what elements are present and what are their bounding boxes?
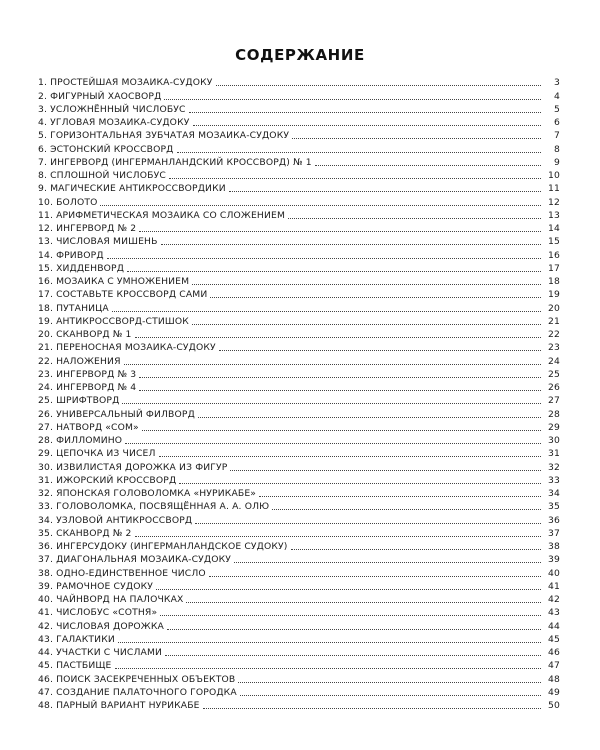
dot-leader: [179, 483, 541, 484]
toc-entry-text: [38, 554, 232, 566]
toc-entry-number: 11.: [38, 209, 54, 221]
toc-entry-page: 9: [554, 156, 560, 168]
dot-leader: [142, 430, 541, 431]
toc-entry-title: ФИЛЛОМИНО: [56, 435, 123, 446]
toc-entry-20[interactable]: [38, 328, 560, 341]
toc-entry-text: [38, 528, 133, 540]
toc-entry-number: 17.: [38, 289, 54, 301]
toc-entry-27[interactable]: [38, 421, 560, 434]
toc-entry-text: [38, 700, 201, 712]
toc-entry-text: [38, 329, 133, 341]
dot-leader: [203, 708, 541, 709]
toc-entry-title: АНТИКРОССВОРД-СТИШОК: [56, 315, 189, 327]
toc-entry-42[interactable]: [38, 619, 560, 632]
dot-leader: [107, 258, 541, 259]
toc-entry-title: ШРИФТВОРД: [56, 395, 120, 407]
toc-entry-46[interactable]: [38, 672, 560, 685]
toc-entry-number: 10.: [38, 196, 54, 208]
dot-leader: [135, 536, 542, 537]
toc-entry-page: 23: [548, 342, 560, 354]
toc-entry-number: 19.: [38, 315, 54, 327]
dot-leader: [192, 324, 541, 325]
toc-entry-text: [38, 183, 227, 195]
toc-entry-page: 24: [548, 355, 560, 367]
toc-entry-title: ЧИСЛОБУС «СОТНЯ»: [56, 607, 158, 619]
toc-entry-page: 27: [548, 395, 560, 407]
toc-entry-number: 39.: [38, 580, 54, 592]
toc-entry-number: 44.: [38, 647, 54, 658]
toc-entry-number: 16.: [38, 276, 54, 287]
dot-leader: [125, 443, 541, 444]
toc-entry-number: 28.: [38, 435, 54, 446]
toc-entry-number: 21.: [38, 342, 54, 354]
toc-entry-13[interactable]: [38, 235, 560, 248]
dot-leader: [159, 456, 541, 457]
dot-leader: [122, 403, 541, 404]
dot-leader: [292, 138, 541, 139]
dot-leader: [189, 112, 541, 113]
toc-entry-title: СОЗДАНИЕ ПАЛАТОЧНОГО ГОРОДКА: [56, 686, 237, 698]
toc-entry-page: 11: [548, 183, 560, 195]
toc-entry-text: [38, 356, 122, 368]
toc-entry-number: 2.: [38, 90, 48, 102]
toc-entry-number: 37.: [38, 554, 54, 566]
toc-entry-page: 20: [548, 302, 560, 314]
toc-entry-text: [38, 634, 116, 646]
toc-entry-text: [38, 130, 290, 142]
toc-entry-page: 8: [554, 143, 560, 155]
toc-entry-text: [38, 409, 196, 421]
toc-entry-text: [38, 488, 257, 500]
dot-leader: [135, 337, 542, 338]
toc-entry-14[interactable]: [38, 248, 560, 261]
toc-entry-page: 3: [554, 77, 560, 89]
toc-entry-title: СКАНВОРД № 2: [56, 527, 132, 539]
toc-entry-43[interactable]: [38, 633, 560, 646]
toc-entry-11[interactable]: [38, 209, 560, 222]
toc-entry-48[interactable]: [38, 699, 560, 712]
toc-entry-text: [38, 316, 190, 328]
toc-entry-29[interactable]: [38, 447, 560, 460]
toc-entry-page: 36: [548, 514, 560, 526]
toc-entry-text: [38, 170, 167, 182]
toc-entry-title: ПАРНЫЙ ВАРИАНТ НУРИКАБЕ: [56, 700, 200, 711]
toc-entry-page: 34: [548, 488, 560, 499]
toc-entry-title: ДИАГОНАЛЬНАЯ МОЗАИКА-СУДОКУ: [56, 554, 232, 566]
toc-entry-41[interactable]: [38, 606, 560, 619]
toc-entry-text: [38, 289, 208, 301]
dot-leader: [234, 562, 541, 563]
toc-entry-number: 33.: [38, 501, 54, 513]
toc-entry-number: 22.: [38, 355, 54, 367]
toc-entry-title: УСЛОЖНЁННЫЙ ЧИСЛОБУС: [50, 103, 186, 115]
toc-entry-page: 22: [548, 329, 560, 340]
toc-entry-title: УНИВЕРСАЛЬНЫЙ ФИЛВОРД: [56, 408, 195, 420]
toc-entry-text: [38, 462, 228, 474]
toc-entry-text: [38, 197, 98, 209]
toc-entry-12[interactable]: [38, 222, 560, 235]
dot-leader: [272, 509, 541, 510]
toc-entry-7[interactable]: [38, 156, 560, 169]
toc-entry-text: [38, 369, 137, 381]
toc-entry-text: [38, 250, 105, 262]
toc-entry-title: ЧИСЛОВАЯ ДОРОЖКА: [56, 620, 164, 632]
toc-entry-number: 43.: [38, 633, 54, 645]
toc-entry-number: 15.: [38, 262, 54, 274]
toc-entry-title: ФРИВОРД: [56, 249, 104, 261]
toc-entry-title: ПРОСТЕЙШАЯ МОЗАИКА-СУДОКУ: [50, 77, 213, 89]
dot-leader: [240, 695, 541, 696]
toc-entry-page: 17: [548, 262, 560, 274]
toc-entry-title: ГАЛАКТИКИ: [56, 633, 115, 645]
toc-entry-38[interactable]: [38, 566, 560, 579]
toc-entry-9[interactable]: [38, 182, 560, 195]
toc-entry-title: ИНГЕРВОРД (ИНГЕРМАНЛАНДСКИЙ КРОССВОРД) № 1: [50, 156, 312, 168]
toc-entry-number: 41.: [38, 607, 54, 619]
toc-entry-title: НАЛОЖЕНИЯ: [56, 355, 121, 367]
toc-entry-text: [38, 581, 154, 593]
dot-leader: [230, 470, 541, 471]
toc-entry-page: 18: [548, 276, 560, 287]
toc-entry-number: 23.: [38, 368, 54, 380]
toc-entry-number: 3.: [38, 103, 48, 115]
dot-leader: [219, 350, 541, 351]
toc-entry-text: [38, 210, 286, 222]
toc-entry-number: 18.: [38, 302, 54, 314]
toc-entry-number: 7.: [38, 156, 48, 168]
dot-leader: [193, 125, 542, 126]
toc-entry-page: 33: [548, 474, 560, 486]
toc-entry-number: 46.: [38, 673, 54, 685]
toc-entry-text: [38, 382, 137, 394]
toc-entry-title: ИНГЕРВОРД № 2: [56, 223, 137, 234]
toc-entry-text: [38, 660, 113, 672]
toc-entry-page: 19: [548, 289, 560, 301]
toc-entry-5[interactable]: [38, 129, 560, 142]
toc-entry-page: 12: [548, 196, 560, 208]
toc-entry-page: 47: [548, 660, 560, 672]
toc-entry-44[interactable]: [38, 646, 560, 659]
toc-entry-page: 30: [548, 435, 560, 446]
toc-entry-2[interactable]: [38, 89, 560, 102]
toc-entry-title: СОСТАВЬТЕ КРОССВОРД САМИ: [56, 289, 208, 301]
toc-entry-page: 50: [548, 700, 560, 711]
toc-entry-title: МОЗАИКА С УМНОЖЕНИЕМ: [56, 276, 190, 287]
toc-entry-21[interactable]: [38, 341, 560, 354]
toc-entry-title: ИНГЕРВОРД № 4: [56, 382, 137, 393]
toc-entry-text: [38, 223, 137, 235]
dot-leader: [315, 165, 541, 166]
toc-entry-page: 5: [554, 103, 560, 115]
toc-entry-page: 38: [548, 541, 560, 552]
toc-entry-number: 40.: [38, 594, 54, 605]
toc-entry-page: 26: [548, 382, 560, 393]
toc-entry-title: ПОИСК ЗАСЕКРЕЧЕННЫХ ОБЪЕКТОВ: [56, 673, 236, 685]
toc-entry-number: 20.: [38, 329, 54, 340]
toc-entry-page: 28: [548, 408, 560, 420]
dot-leader: [288, 218, 541, 219]
toc-entry-title: СПЛОШНОЙ ЧИСЛОБУС: [50, 170, 166, 181]
toc-entry-text: [38, 104, 187, 116]
dot-leader: [161, 244, 541, 245]
toc-entry-39[interactable]: [38, 580, 560, 593]
toc-entry-page: 39: [548, 554, 560, 566]
toc-entry-title: ИНГЕРВОРД № 3: [56, 368, 137, 380]
toc-entry-1[interactable]: [38, 76, 560, 89]
toc-entry-page: 40: [548, 567, 560, 579]
toc-entry-23[interactable]: [38, 368, 560, 381]
toc-entry-number: 34.: [38, 514, 54, 526]
toc-entry-title: ЭСТОНСКИЙ КРОССВОРД: [50, 143, 174, 155]
toc-entry-25[interactable]: [38, 394, 560, 407]
toc-entry-8[interactable]: [38, 169, 560, 182]
toc-entry-page: 42: [548, 594, 560, 605]
toc-entry-45[interactable]: [38, 659, 560, 672]
toc-entry-page: 21: [548, 315, 560, 327]
toc-entry-title: АРИФМЕТИЧЕСКАЯ МОЗАИКА СО СЛОЖЕНИЕМ: [56, 209, 286, 221]
toc-entry-text: [38, 541, 289, 553]
toc-entry-19[interactable]: [38, 315, 560, 328]
toc-entry-10[interactable]: [38, 195, 560, 208]
toc-entry-text: [38, 515, 193, 527]
dot-leader: [216, 85, 541, 86]
toc-entry-37[interactable]: [38, 553, 560, 566]
toc-entry-title: РАМОЧНОЕ СУДОКУ: [56, 580, 154, 592]
toc-entry-page: 44: [548, 620, 560, 632]
toc-entry-30[interactable]: [38, 460, 560, 473]
dot-leader: [124, 364, 541, 365]
toc-entry-title: УЗЛОВОЙ АНТИКРОССВОРД: [56, 514, 193, 526]
toc-entry-number: 4.: [38, 117, 48, 128]
toc-entry-text: [38, 501, 270, 513]
toc-entry-number: 26.: [38, 408, 54, 420]
toc-entry-text: [38, 607, 158, 619]
toc-entry-24[interactable]: [38, 381, 560, 394]
toc-entry-title: СКАНВОРД № 1: [56, 329, 132, 340]
toc-entry-text: [38, 435, 123, 447]
dot-leader: [177, 152, 542, 153]
toc-entry-title: ИНГЕРСУДОКУ (ИНГЕРМАНЛАНДСКОЕ СУДОКУ): [56, 541, 288, 552]
toc-entry-title: ФИГУРНЫЙ ХАОСВОРД: [50, 90, 162, 102]
toc-entry-4[interactable]: [38, 116, 560, 129]
toc-entry-28[interactable]: [38, 434, 560, 447]
toc-entry-number: 5.: [38, 130, 48, 142]
toc-entry-number: 6.: [38, 143, 48, 155]
toc-entry-3[interactable]: [38, 103, 560, 116]
toc-entry-page: 43: [548, 607, 560, 619]
toc-entry-title: ЯПОНСКАЯ ГОЛОВОЛОМКА «НУРИКАБЕ»: [56, 488, 257, 499]
toc-entry-6[interactable]: [38, 142, 560, 155]
toc-entry-number: 31.: [38, 474, 54, 486]
toc-entry-40[interactable]: [38, 593, 560, 606]
toc-entry-page: 14: [548, 223, 560, 234]
dot-leader: [127, 271, 541, 272]
dot-leader: [209, 576, 541, 577]
toc-entry-35[interactable]: [38, 527, 560, 540]
toc-entry-text: [38, 475, 177, 487]
toc-entry-text: [38, 687, 238, 699]
toc-entry-page: 13: [548, 209, 560, 221]
toc-entry-number: 36.: [38, 541, 54, 552]
toc-entry-text: [38, 568, 207, 580]
toc-entry-number: 27.: [38, 421, 54, 433]
toc-entry-title: ИЖОРСКИЙ КРОССВОРД: [56, 474, 177, 486]
toc-entry-page: 35: [548, 501, 560, 513]
dot-leader: [164, 99, 541, 100]
dot-leader: [118, 642, 541, 643]
toc-entry-16[interactable]: [38, 275, 560, 288]
toc-entry-text: [38, 117, 191, 129]
toc-entry-number: 42.: [38, 620, 54, 632]
toc-entry-title: ЧАЙНВОРД НА ПАЛОЧКАХ: [56, 594, 184, 605]
dot-leader: [115, 668, 541, 669]
toc-entry-page: 15: [548, 236, 560, 248]
toc-entry-34[interactable]: [38, 513, 560, 526]
toc-entry-text: [38, 422, 140, 434]
toc-entry-page: 16: [548, 249, 560, 261]
dot-leader: [139, 231, 541, 232]
dot-leader: [186, 602, 541, 603]
dot-leader: [259, 496, 541, 497]
dot-leader: [195, 523, 541, 524]
toc-entry-text: [38, 157, 313, 169]
toc-entry-number: 32.: [38, 488, 54, 499]
toc-entry-title: ХИДДЕНВОРД: [56, 262, 125, 274]
toc-entry-number: 47.: [38, 686, 54, 698]
toc-entry-number: 30.: [38, 461, 54, 473]
toc-entry-number: 48.: [38, 700, 54, 711]
toc-entry-number: 12.: [38, 223, 54, 234]
dot-leader: [210, 297, 541, 298]
toc-entry-text: [38, 144, 175, 156]
dot-leader: [156, 589, 541, 590]
toc-entry-26[interactable]: [38, 407, 560, 420]
toc-entry-text: [38, 236, 159, 248]
toc-entry-title: ГОРИЗОНТАЛЬНАЯ ЗУБЧАТАЯ МОЗАИКА-СУДОКУ: [50, 130, 290, 142]
dot-leader: [291, 549, 541, 550]
dot-leader: [100, 205, 541, 206]
toc-entry-number: 35.: [38, 527, 54, 539]
toc-entry-title: ПАСТБИЩЕ: [56, 660, 112, 672]
toc-entry-text: [38, 303, 110, 315]
toc-entry-page: 32: [548, 461, 560, 473]
page-title: СОДЕРЖАНИЕ: [235, 46, 365, 64]
toc-entry-page: 46: [548, 647, 560, 658]
dot-leader: [139, 390, 541, 391]
toc-entry-text: [38, 342, 217, 354]
toc-entry-18[interactable]: [38, 301, 560, 314]
toc-entry-36[interactable]: [38, 540, 560, 553]
toc-entry-title: НАТВОРД «СОМ»: [56, 421, 139, 433]
dot-leader: [198, 417, 541, 418]
dot-leader: [238, 682, 541, 683]
dot-leader: [112, 311, 541, 312]
toc-entry-number: 9.: [38, 183, 48, 195]
toc-entry-number: 45.: [38, 660, 54, 672]
toc-entry-page: 25: [548, 368, 560, 380]
toc-entry-text: [38, 263, 125, 275]
dot-leader: [165, 655, 541, 656]
toc-entry-number: 1.: [38, 77, 48, 89]
dot-leader: [167, 629, 541, 630]
table-of-contents: [38, 76, 560, 712]
toc-entry-number: 24.: [38, 382, 54, 393]
dot-leader: [160, 615, 541, 616]
toc-entry-number: 29.: [38, 448, 54, 460]
toc-entry-title: ИЗВИЛИСТАЯ ДОРОЖКА ИЗ ФИГУР: [56, 461, 228, 473]
toc-entry-title: ОДНО-ЕДИНСТВЕННОЕ ЧИСЛО: [56, 567, 206, 579]
toc-entry-title: ГОЛОВОЛОМКА, ПОСВЯЩЁННАЯ А. А. ОЛЮ: [56, 501, 270, 513]
toc-entry-15[interactable]: [38, 262, 560, 275]
toc-entry-number: 25.: [38, 395, 54, 407]
toc-entry-title: ПЕРЕНОСНАЯ МОЗАИКА-СУДОКУ: [56, 342, 216, 354]
toc-entry-number: 14.: [38, 249, 54, 261]
toc-entry-number: 8.: [38, 170, 48, 181]
toc-entry-title: БОЛОТО: [56, 196, 98, 208]
toc-entry-title: МАГИЧЕСКИЕ АНТИКРОССВОРДИКИ: [50, 183, 226, 195]
toc-entry-page: 4: [554, 90, 560, 102]
toc-entry-31[interactable]: [38, 474, 560, 487]
dot-leader: [139, 377, 541, 378]
toc-entry-number: 38.: [38, 567, 54, 579]
toc-entry-page: 37: [548, 527, 560, 539]
toc-entry-page: 48: [548, 673, 560, 685]
toc-entry-text: [38, 91, 162, 103]
toc-entry-text: [38, 594, 184, 606]
toc-entry-page: 6: [554, 117, 560, 128]
toc-entry-page: 10: [548, 170, 560, 181]
dot-leader: [192, 284, 541, 285]
toc-entry-page: 41: [548, 580, 560, 592]
toc-entry-title: ЧИСЛОВАЯ МИШЕНЬ: [56, 236, 158, 248]
toc-entry-page: 7: [554, 130, 560, 142]
toc-entry-text: [38, 77, 214, 89]
toc-entry-text: [38, 674, 236, 686]
toc-entry-47[interactable]: [38, 686, 560, 699]
toc-entry-22[interactable]: [38, 354, 560, 367]
toc-entry-number: 13.: [38, 236, 54, 248]
toc-entry-title: УЧАСТКИ С ЧИСЛАМИ: [56, 647, 163, 658]
toc-entry-page: 49: [548, 686, 560, 698]
toc-entry-text: [38, 647, 163, 659]
toc-entry-32[interactable]: [38, 487, 560, 500]
toc-entry-page: 45: [548, 633, 560, 645]
toc-entry-page: 31: [548, 448, 560, 460]
toc-entry-title: ЦЕПОЧКА ИЗ ЧИСЕЛ: [56, 448, 156, 460]
toc-entry-text: [38, 276, 190, 288]
toc-entry-title: ПУТАНИЦА: [56, 302, 109, 314]
toc-entry-33[interactable]: [38, 500, 560, 513]
dot-leader: [169, 178, 541, 179]
toc-entry-17[interactable]: [38, 288, 560, 301]
toc-entry-text: [38, 395, 120, 407]
toc-entry-text: [38, 621, 165, 633]
dot-leader: [229, 191, 541, 192]
toc-entry-page: 29: [548, 421, 560, 433]
toc-entry-title: УГЛОВАЯ МОЗАИКА-СУДОКУ: [50, 117, 190, 128]
toc-entry-text: [38, 448, 157, 460]
